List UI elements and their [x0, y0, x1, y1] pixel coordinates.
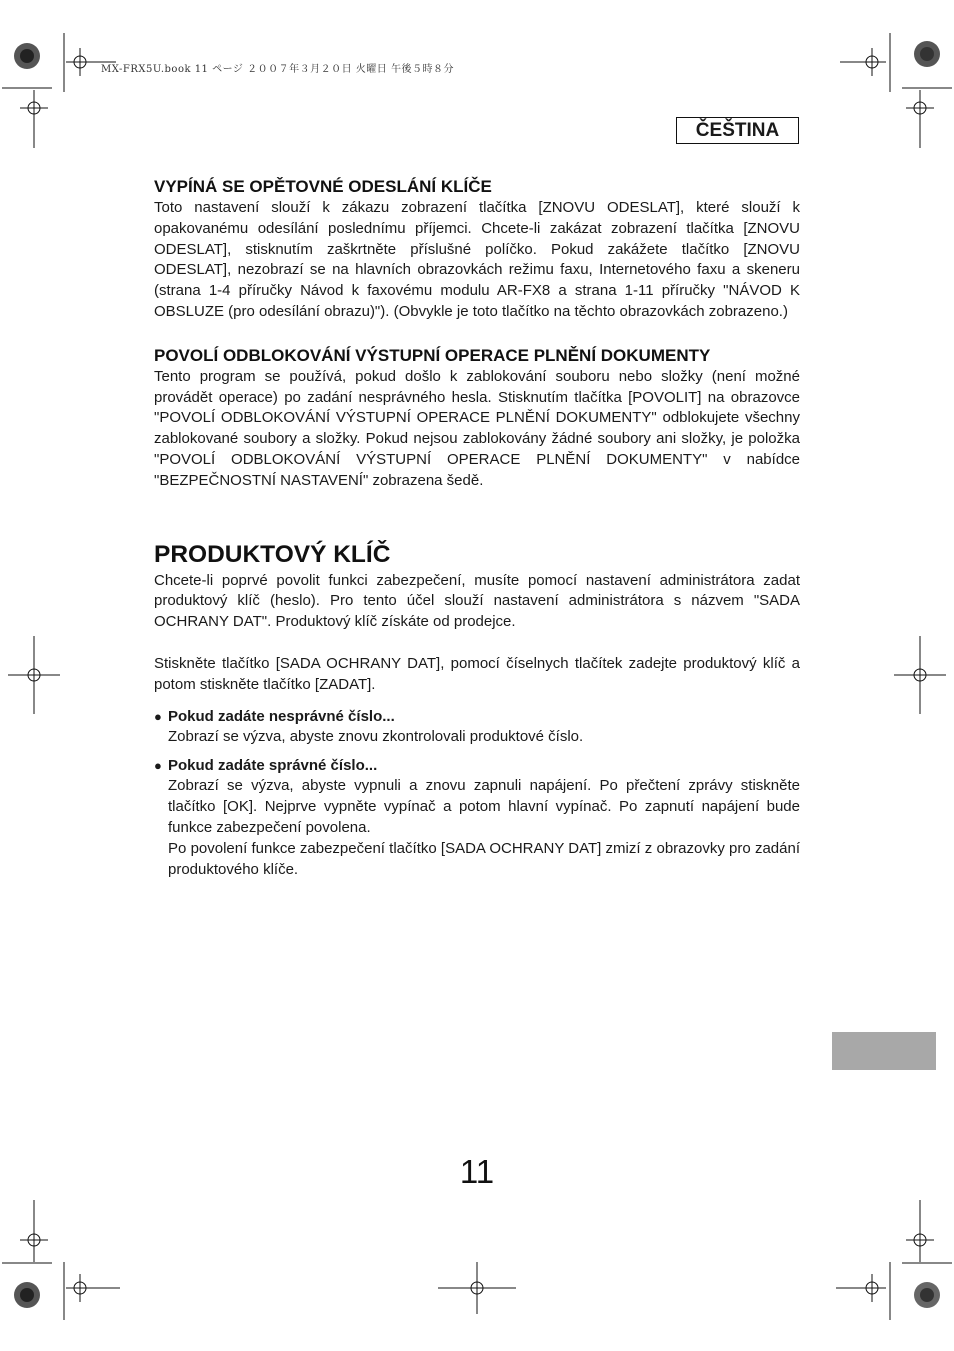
sunburst-mark-tl	[14, 43, 40, 69]
section-body-unlock-output: Tento program se používá, pokud došlo k zablokování souboru nebo složky (není možné provádět operace) po zadání nesprávného hesla. Stisknutím tlačítka [POVOLIT] na obrazovce "POVOLÍ ODBLOKOVÁNÍ VÝSTUPNÍ OPERACE PLNĚNÍ DOKUMENTY" odblokujete všechny zablokované soubory a složky. Pokud nejsou zablokovány žádné soubory ani složky, je položka "POVOLÍ ODBLOKOVÁNÍ VÝSTUPNÍ OPERACE PLNĚNÍ DOKUMENTY" v nabídce "BEZPEČNOSTNÍ NASTAVENÍ" zobrazena šedě.	[154, 367, 800, 489]
side-tab-marker	[832, 1032, 936, 1070]
bullet-body-incorrect: Zobrazí se výzva, abyste znovu zkontrolovali produktové číslo.	[168, 727, 584, 745]
page-content	[154, 176, 800, 880]
section-title-unlock-output: POVOLÍ ODBLOKOVÁNÍ VÝSTUPNÍ OPERACE PLNĚNÍ DOKUMENTY	[154, 345, 711, 365]
language-label: ČEŠTINA	[676, 117, 799, 144]
sunburst-mark-tr	[914, 41, 940, 67]
bullet-dot-icon: ●	[154, 708, 162, 724]
bullet-item-incorrect	[154, 707, 800, 748]
main-section-title: PRODUKTOVÝ KLÍČ	[154, 540, 391, 568]
bullet-head-incorrect: Pokud zadáte nesprávné číslo...	[168, 707, 395, 725]
print-header-line: MX-FRX5U.book 11 ページ ２００７年３月２０日 火曜日 午後５時８分	[101, 64, 454, 75]
page-number: 11	[459, 1153, 495, 1190]
sunburst-mark-bl	[14, 1282, 40, 1308]
bullet-body-correct-2: Po povolení funkce zabezpečení tlačítko [SADA OCHRANY DAT] zmizí z obrazovky pro zadání produktového klíče.	[168, 839, 800, 878]
bullet-body-correct: Zobrazí se výzva, abyste vypnuli a znovu zapnuli napájení. Po přečtení zprávy stiskněte tlačítko [OK]. Nejprve vypněte vypínač a potom hlavní vypínač. Po zapnutí napájení bude funkce zabezpečení povolena.	[168, 777, 800, 836]
sunburst-mark-br	[914, 1282, 940, 1308]
section-body-resend-key: Toto nastavení slouží k zákazu zobrazení tlačítka [ZNOVU ODESLAT], které slouží k opakovanému odesílání poslednímu příjemci. Chcete-li zakázat zobrazení tlačítka [ZNOVU ODESLAT], stisknutím zaškrtněte příslušné políčko. Pokud zakážete tlačítko [ZNOVU ODESLAT], nezobrazí se na hlavních obrazovkách režimu faxu, Internetového faxu a skeneru (strana 1-4 příručky Návod k faxovému modulu AR-FX8 a strana 1-11 příručky "NÁVOD K OBSLUZE (pro odesílání obrazu)"). (Obvykle je toto tlačítko na těchto obrazovkách zobrazeno.)	[154, 199, 800, 320]
bullet-item-correct	[154, 756, 800, 880]
main-para-intro: Chcete-li poprvé povolit funkci zabezpečení, musíte pomocí nastavení administrátora zadat produktový klíč (heslo). Pro tento účel slouží nastavení administrátora s názvem "SADA OCHRANY DAT". Produktový klíč získáte od prodejce.	[154, 571, 800, 631]
bullet-head-correct: Pokud zadáte správné číslo...	[168, 757, 378, 775]
bullet-dot-icon: ●	[154, 758, 162, 774]
main-para-instructions: Stiskněte tlačítko [SADA OCHRANY DAT], pomocí číselnych tlačítek zadejte produktový klíč a potom stiskněte tlačítko [ZADAT].	[154, 654, 800, 693]
section-title-resend-key: VYPÍNÁ SE OPĚTOVNÉ ODESLÁNÍ KLÍČE	[154, 177, 492, 196]
